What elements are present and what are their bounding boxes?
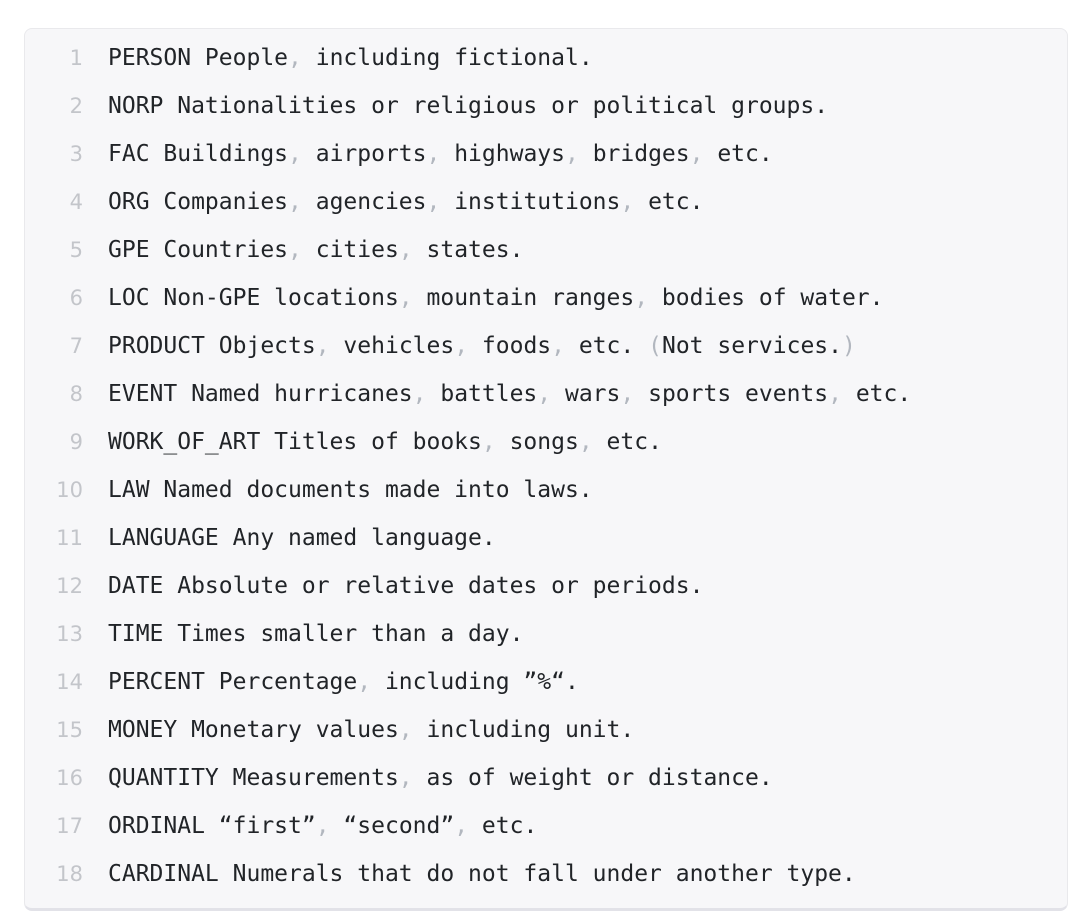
code-line — [25, 178, 1057, 226]
code-line-text — [108, 226, 523, 274]
code-block — [24, 28, 1068, 911]
text-segment: airports — [301, 141, 427, 167]
text-segment: WORK_OF_ART Titles of books — [108, 429, 482, 455]
punctuation-segment: , — [426, 189, 441, 215]
code-line — [25, 226, 1057, 274]
code-line-text — [108, 610, 523, 658]
line-number: 18 — [56, 862, 83, 886]
punctuation-segment: , — [481, 429, 496, 455]
code-line-text — [108, 178, 703, 226]
text-segment: foods — [468, 333, 552, 359]
text-segment: mountain ranges — [412, 285, 635, 311]
punctuation-segment: , — [412, 381, 427, 407]
text-segment: QUANTITY Measurements — [108, 765, 399, 791]
punctuation-segment: ( — [648, 333, 662, 359]
line-number: 5 — [69, 238, 83, 262]
text-segment: etc. — [841, 381, 912, 407]
text-segment: etc. — [634, 189, 704, 215]
punctuation-segment: , — [551, 333, 566, 359]
text-segment: institutions — [440, 189, 621, 215]
punctuation-segment: , — [288, 189, 302, 215]
text-segment: NORP Nationalities or religious or political groups. — [108, 93, 829, 119]
line-number: 8 — [69, 382, 83, 406]
text-segment: including unit. — [412, 717, 635, 743]
text-segment: ORG Companies — [108, 189, 289, 215]
punctuation-segment: , — [315, 813, 330, 839]
text-segment: bridges — [578, 141, 690, 167]
code-line — [25, 850, 1057, 898]
text-segment: CARDINAL Numerals that do not fall under another type. — [108, 861, 856, 887]
code-line — [25, 370, 1057, 418]
punctuation-segment: , — [398, 765, 413, 791]
text-segment: vehicles — [329, 333, 455, 359]
text-segment: wars — [551, 381, 621, 407]
code-line — [25, 514, 1057, 562]
punctuation-segment: , — [398, 285, 413, 311]
code-line — [25, 418, 1057, 466]
code-line-text — [108, 706, 634, 754]
punctuation-segment: , — [634, 285, 649, 311]
code-line-text — [108, 370, 911, 418]
code-line-text — [108, 850, 856, 898]
line-number: 4 — [69, 190, 83, 214]
code-lines-container — [25, 34, 1057, 898]
line-number: 10 — [56, 478, 83, 502]
text-segment: PRODUCT Objects — [108, 333, 316, 359]
text-segment: LAW Named documents made into laws. — [108, 477, 593, 503]
text-segment: sports events — [634, 381, 829, 407]
punctuation-segment: , — [398, 717, 413, 743]
code-line — [25, 610, 1057, 658]
line-number: 2 — [69, 94, 83, 118]
code-line — [25, 34, 1057, 82]
text-segment: cities — [301, 237, 399, 263]
punctuation-segment: , — [454, 813, 469, 839]
code-line-text — [108, 466, 593, 514]
punctuation-segment: , — [689, 141, 704, 167]
text-segment: FAC Buildings — [108, 141, 289, 167]
text-segment: battles — [426, 381, 538, 407]
line-number: 17 — [56, 814, 83, 838]
punctuation-segment: , — [620, 381, 635, 407]
text-segment: GPE Countries — [108, 237, 289, 263]
code-line — [25, 466, 1057, 514]
line-number: 15 — [56, 718, 83, 742]
code-line-text — [108, 418, 662, 466]
text-segment: etc. — [592, 429, 662, 455]
text-segment: including fictional. — [301, 45, 593, 71]
code-line-text — [108, 130, 773, 178]
line-number: 16 — [56, 766, 83, 790]
text-segment: ORDINAL “first” — [108, 813, 316, 839]
punctuation-segment: , — [564, 141, 579, 167]
code-line-text — [108, 34, 593, 82]
text-segment: LOC Non-GPE locations — [108, 285, 399, 311]
punctuation-segment: , — [315, 333, 330, 359]
line-number: 1 — [69, 46, 83, 70]
text-segment: MONEY Monetary values — [108, 717, 399, 743]
code-line-text — [108, 514, 496, 562]
code-line — [25, 754, 1057, 802]
code-line-text — [108, 274, 883, 322]
punctuation-segment: , — [537, 381, 552, 407]
punctuation-segment: , — [288, 141, 302, 167]
text-segment: DATE Absolute or relative dates or periods. — [108, 573, 704, 599]
code-line — [25, 562, 1057, 610]
punctuation-segment: , — [398, 237, 413, 263]
line-number: 3 — [69, 142, 83, 166]
text-segment: bodies of water. — [648, 285, 884, 311]
text-segment: etc. — [565, 333, 649, 359]
line-number: 9 — [69, 430, 83, 454]
text-segment: agencies — [301, 189, 427, 215]
punctuation-segment: ) — [841, 333, 856, 359]
text-segment: LANGUAGE Any named language. — [108, 525, 496, 551]
punctuation-segment: , — [578, 429, 593, 455]
text-segment: EVENT Named hurricanes — [108, 381, 413, 407]
text-segment: states. — [412, 237, 524, 263]
text-segment: including ”%“. — [371, 669, 579, 695]
line-number: 11 — [56, 526, 83, 550]
text-segment: highways — [440, 141, 565, 167]
code-line — [25, 658, 1057, 706]
line-number: 14 — [56, 670, 83, 694]
code-line-text — [108, 802, 537, 850]
code-line — [25, 322, 1057, 370]
text-segment: PERCENT Percentage — [108, 669, 358, 695]
text-segment: PERSON People — [108, 45, 289, 71]
punctuation-segment: , — [454, 333, 469, 359]
punctuation-segment: , — [426, 141, 441, 167]
line-number: 12 — [56, 574, 83, 598]
text-segment: etc. — [468, 813, 538, 839]
code-line-text — [108, 82, 828, 130]
text-segment: as of weight or distance. — [412, 765, 773, 791]
code-line — [25, 706, 1057, 754]
text-segment: songs — [495, 429, 579, 455]
code-line — [25, 130, 1057, 178]
line-number: 6 — [69, 286, 83, 310]
line-number: 7 — [69, 334, 83, 358]
text-segment: TIME Times smaller than a day. — [108, 621, 524, 647]
code-line-text — [108, 658, 579, 706]
text-segment: “second” — [329, 813, 455, 839]
punctuation-segment: , — [620, 189, 635, 215]
text-segment: Not services. — [661, 333, 842, 359]
punctuation-segment: , — [828, 381, 842, 407]
code-line-text — [108, 562, 703, 610]
text-segment: etc. — [703, 141, 773, 167]
line-number: 13 — [56, 622, 83, 646]
code-line — [25, 802, 1057, 850]
punctuation-segment: , — [288, 237, 302, 263]
punctuation-segment: , — [357, 669, 372, 695]
code-line-text — [108, 754, 773, 802]
punctuation-segment: , — [288, 45, 302, 71]
code-line — [25, 274, 1057, 322]
code-line-text — [108, 322, 856, 370]
code-line — [25, 82, 1057, 130]
